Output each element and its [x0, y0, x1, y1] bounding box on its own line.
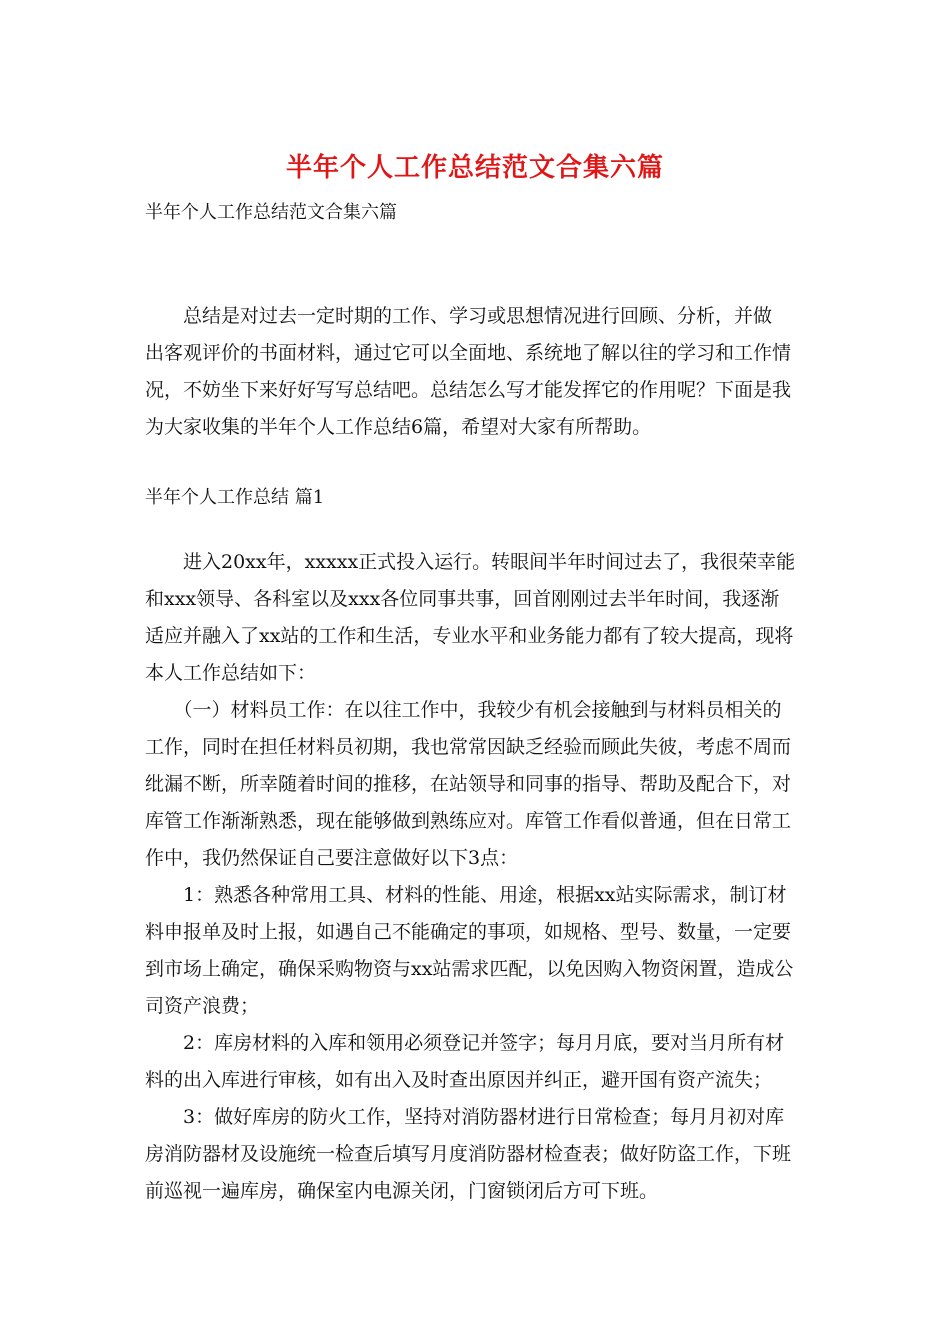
body-line: 料的出入库进行审核，如有出入及时查出原因并纠正，避开国有资产流失； [145, 1069, 773, 1091]
body-line: 进入20xx年，xxxxx正式投入运行。转眼间半年时间过去了，我很荣幸能 [145, 551, 796, 573]
section-heading: 半年个人工作总结 篇1 [145, 487, 325, 508]
intro-line: 况，不妨坐下来好好写写总结吧。总结怎么写才能发挥它的作用呢？下面是我 [145, 379, 792, 401]
body-line: （一）材料员工作：在以往工作中，我较少有机会接触到与材料员相关的 [145, 699, 782, 721]
body-line: 库管工作渐渐熟悉，现在能够做到熟练应对。库管工作看似普通，但在日常工 [145, 810, 792, 832]
body-line: 适应并融入了xx站的工作和生活，专业水平和业务能力都有了较大提高，现将 [145, 625, 794, 647]
body-line: 工作，同时在担任材料员初期，我也常常因缺乏经验而顾此失彼，考虑不周而 [145, 736, 792, 758]
body-line: 前巡视一遍库房，确保室内电源关闭，门窗锁闭后方可下班。 [145, 1180, 659, 1202]
body-line: 纰漏不断，所幸随着时间的推移，在站领导和同事的指导、帮助及配合下，对 [145, 773, 792, 795]
body-line: 本人工作总结如下： [145, 662, 317, 684]
body-line: 司资产浪费； [145, 995, 260, 1017]
document-title: 半年个人工作总结范文合集六篇 [285, 153, 664, 183]
intro-paragraph [145, 298, 810, 446]
section-body [145, 544, 810, 1210]
body-line: 料申报单及时上报，如遇自己不能确定的事项，如规格、型号、数量，一定要 [145, 921, 792, 943]
body-line: 1：熟悉各种常用工具、材料的性能、用途，根据xx站实际需求，制订材 [145, 884, 787, 906]
document-subtitle: 半年个人工作总结范文合集六篇 [145, 202, 397, 223]
body-line: 作中，我仍然保证自己要注意做好以下3点： [145, 847, 519, 869]
body-line: 2：库房材料的入库和领用必须登记并签字；每月月底，要对当月所有材 [145, 1032, 785, 1054]
body-line: 3：做好库房的防火工作，坚持对消防器材进行日常检查；每月月初对库 [145, 1106, 785, 1128]
body-line: 和xxx领导、各科室以及xxx各位同事共事，回首刚刚过去半年时间，我逐渐 [145, 588, 780, 610]
body-line: 房消防器材及设施统一检查后填写月度消防器材检查表；做好防盗工作，下班 [145, 1143, 792, 1165]
intro-line: 出客观评价的书面材料，通过它可以全面地、系统地了解以往的学习和工作情 [145, 342, 792, 364]
intro-line: 为大家收集的半年个人工作总结6篇，希望对大家有所帮助。 [145, 416, 652, 438]
intro-line: 总结是对过去一定时期的工作、学习或思想情况进行回顾、分析，并做 [145, 305, 773, 327]
body-line: 到市场上确定，确保采购物资与xx站需求匹配，以免因购入物资闲置，造成公 [145, 958, 794, 980]
